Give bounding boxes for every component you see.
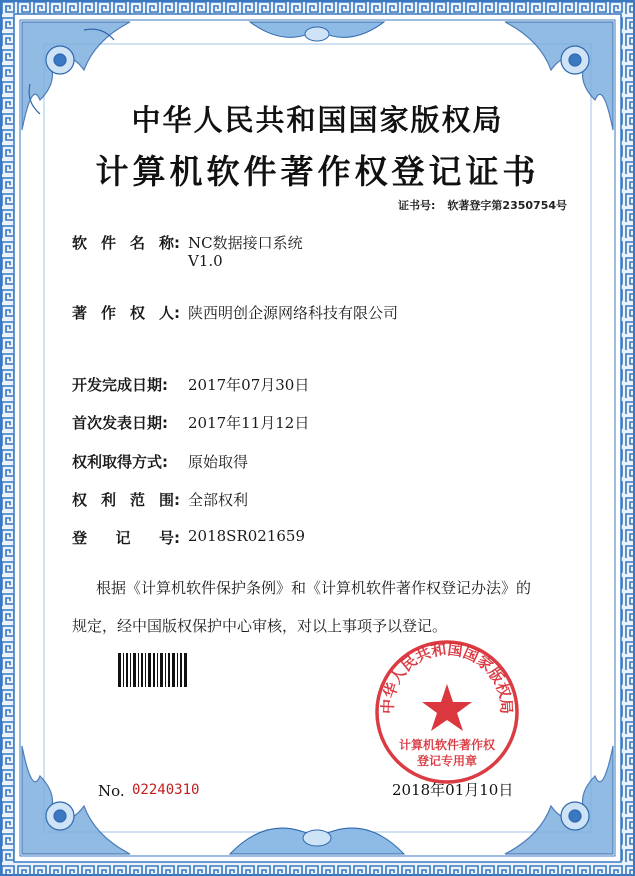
field-value-copyright-owner: 陕西明创企源网络科技有限公司 bbox=[188, 304, 399, 322]
field-value-rights-scope: 全部权利 bbox=[188, 491, 249, 509]
issuing-authority: 中华人民共和国国家版权局 bbox=[131, 103, 504, 137]
field-value-software-version: V1.0 bbox=[188, 252, 223, 270]
certificate-number bbox=[398, 197, 567, 213]
field-label-acquisition-method: 权利取得方式: bbox=[72, 453, 168, 471]
barcode bbox=[118, 653, 188, 687]
field-label-publication-date: 首次发表日期: bbox=[72, 414, 168, 432]
field-label-registration-number: 登 记 号: bbox=[72, 529, 180, 547]
certificate-title: 计算机软件著作权登记证书 bbox=[95, 152, 540, 191]
field-value-acquisition-method: 原始取得 bbox=[188, 453, 249, 471]
corner-ornament-bottom-left bbox=[22, 746, 130, 854]
field-label-completion-date: 开发完成日期: bbox=[72, 376, 168, 394]
seal-line-1: 计算机软件著作权 bbox=[398, 738, 496, 752]
top-center-ornament bbox=[250, 22, 384, 41]
seal-line-2: 登记专用章 bbox=[416, 754, 478, 768]
issue-date: 2018年01月10日 bbox=[392, 781, 514, 799]
seal-arc-text: 中华人民共和国国家版权局 bbox=[378, 640, 516, 715]
field-label-rights-scope: 权 利 范 围: bbox=[72, 491, 180, 509]
certificate-number-value: 软著登字第2350754号 bbox=[447, 199, 567, 212]
field-value-registration-number: 2018SR021659 bbox=[188, 527, 306, 545]
serial-number-value: 02240310 bbox=[132, 782, 200, 798]
seal-star-icon bbox=[422, 684, 472, 731]
certificate-number-label: 证书号: bbox=[398, 199, 436, 212]
field-value-publication-date: 2017年11月12日 bbox=[188, 414, 310, 432]
serial-number-label: No. bbox=[98, 782, 125, 800]
field-value-completion-date: 2017年07月30日 bbox=[188, 376, 310, 394]
field-label-copyright-owner: 著 作 权 人: bbox=[72, 304, 180, 322]
statement-line-1: 根据《计算机软件保护条例》和《计算机软件著作权登记办法》的 bbox=[96, 579, 532, 597]
statement-line-2: 规定，经中国版权保护中心审核，对以上事项予以登记。 bbox=[72, 617, 448, 635]
field-label-software-name: 软 件 名 称: bbox=[72, 234, 180, 252]
field-value-software-name: NC数据接口系统 bbox=[188, 234, 303, 252]
official-seal bbox=[372, 637, 522, 787]
